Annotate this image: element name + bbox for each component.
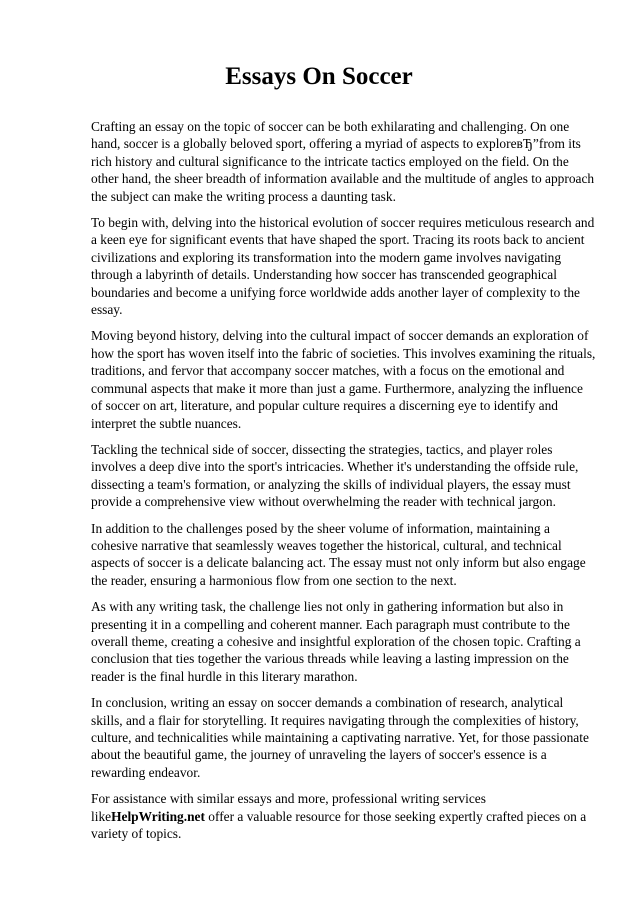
paragraph-challenges: In addition to the challenges posed by the sheer volume of information, maintaining a cohesive narrative that seamlessly weaves together the historical, cultural, and technical aspects of soccer is a delicate balancing act. The essay must not only inform but also engage the reader, ensuring a harmonious flow from one section to the next. [91,520,586,588]
essay-body [91,118,596,851]
closing-text-before: For assistance with similar essays and more, professional writing services like [91,791,486,824]
helpwriting-link[interactable]: HelpWriting.net [111,808,205,824]
paragraph-intro: Crafting an essay on the topic of soccer can be both exhilarating and challenging. On one hand, soccer is a globally beloved sport, offering a myriad of aspects to exploreвЂ”from its rich history and cultural significance to the intricate tactics employed on the field. On the other hand, the sheer breadth of information available and the multitude of angles to approach the subject can make the writing process a daunting task. [91,119,595,204]
paragraph-technical: Tackling the technical side of soccer, dissecting the strategies, tactics, and player roles involves a deep dive into the sport's intricacies. Whether it's understanding the offside rule, dissecting a team's formation, or analyzing the skills of individual players, the essay must provide a comprehensive view without overwhelming the reader with technical jargon. [91,441,579,510]
paragraph-history: To begin with, delving into the historical evolution of soccer requires meticulous research and a keen eye for significant events that have shaped the sport. Tracing its roots back to ancient civilizations and exploring its transformation into the modern game involves navigating through a labyrinth of details. Understanding how soccer has transcended geographical boundaries and become a unifying force worldwide adds another layer of complexity to the essay. [91,215,595,318]
paragraph-closing [91,790,596,842]
paragraph-conclusion: In conclusion, writing an essay on soccer demands a combination of research, analytical skills, and a flair for storytelling. It requires navigating through the complexities of history, culture, and technicalities while maintaining a captivating narrative. Yet, for those passionate about the beautiful game, the journey of unraveling the layers of soccer's essence is a rewarding endeavor. [91,695,589,780]
paragraph-culture: Moving beyond history, delving into the cultural impact of soccer demands an exploration of how the sport has woven itself into the fabric of societies. This involves examining the rituals, traditions, and fervor that accompany soccer matches, with a focus on the emotional and communal aspects that make it more than just a game. Furthermore, analyzing the influence of soccer on art, literature, and popular culture requires a discerning eye to identify and interpret the subtle nuances. [91,328,596,431]
closing-text-after: offer a valuable resource for those seeking expertly crafted pieces on a variety of topics. [91,808,587,842]
page-title: Essays On Soccer [225,63,413,90]
paragraph-writing-task: As with any writing task, the challenge lies not only in gathering information but also in presenting it in a compelling and coherent manner. Each paragraph must contribute to the overall theme, creating a cohesive and insightful exploration of the chosen topic. Crafting a conclusion that ties together the various threads while leaving a lasting impression on the reader is the final hurdle in this literary marathon. [91,599,581,684]
